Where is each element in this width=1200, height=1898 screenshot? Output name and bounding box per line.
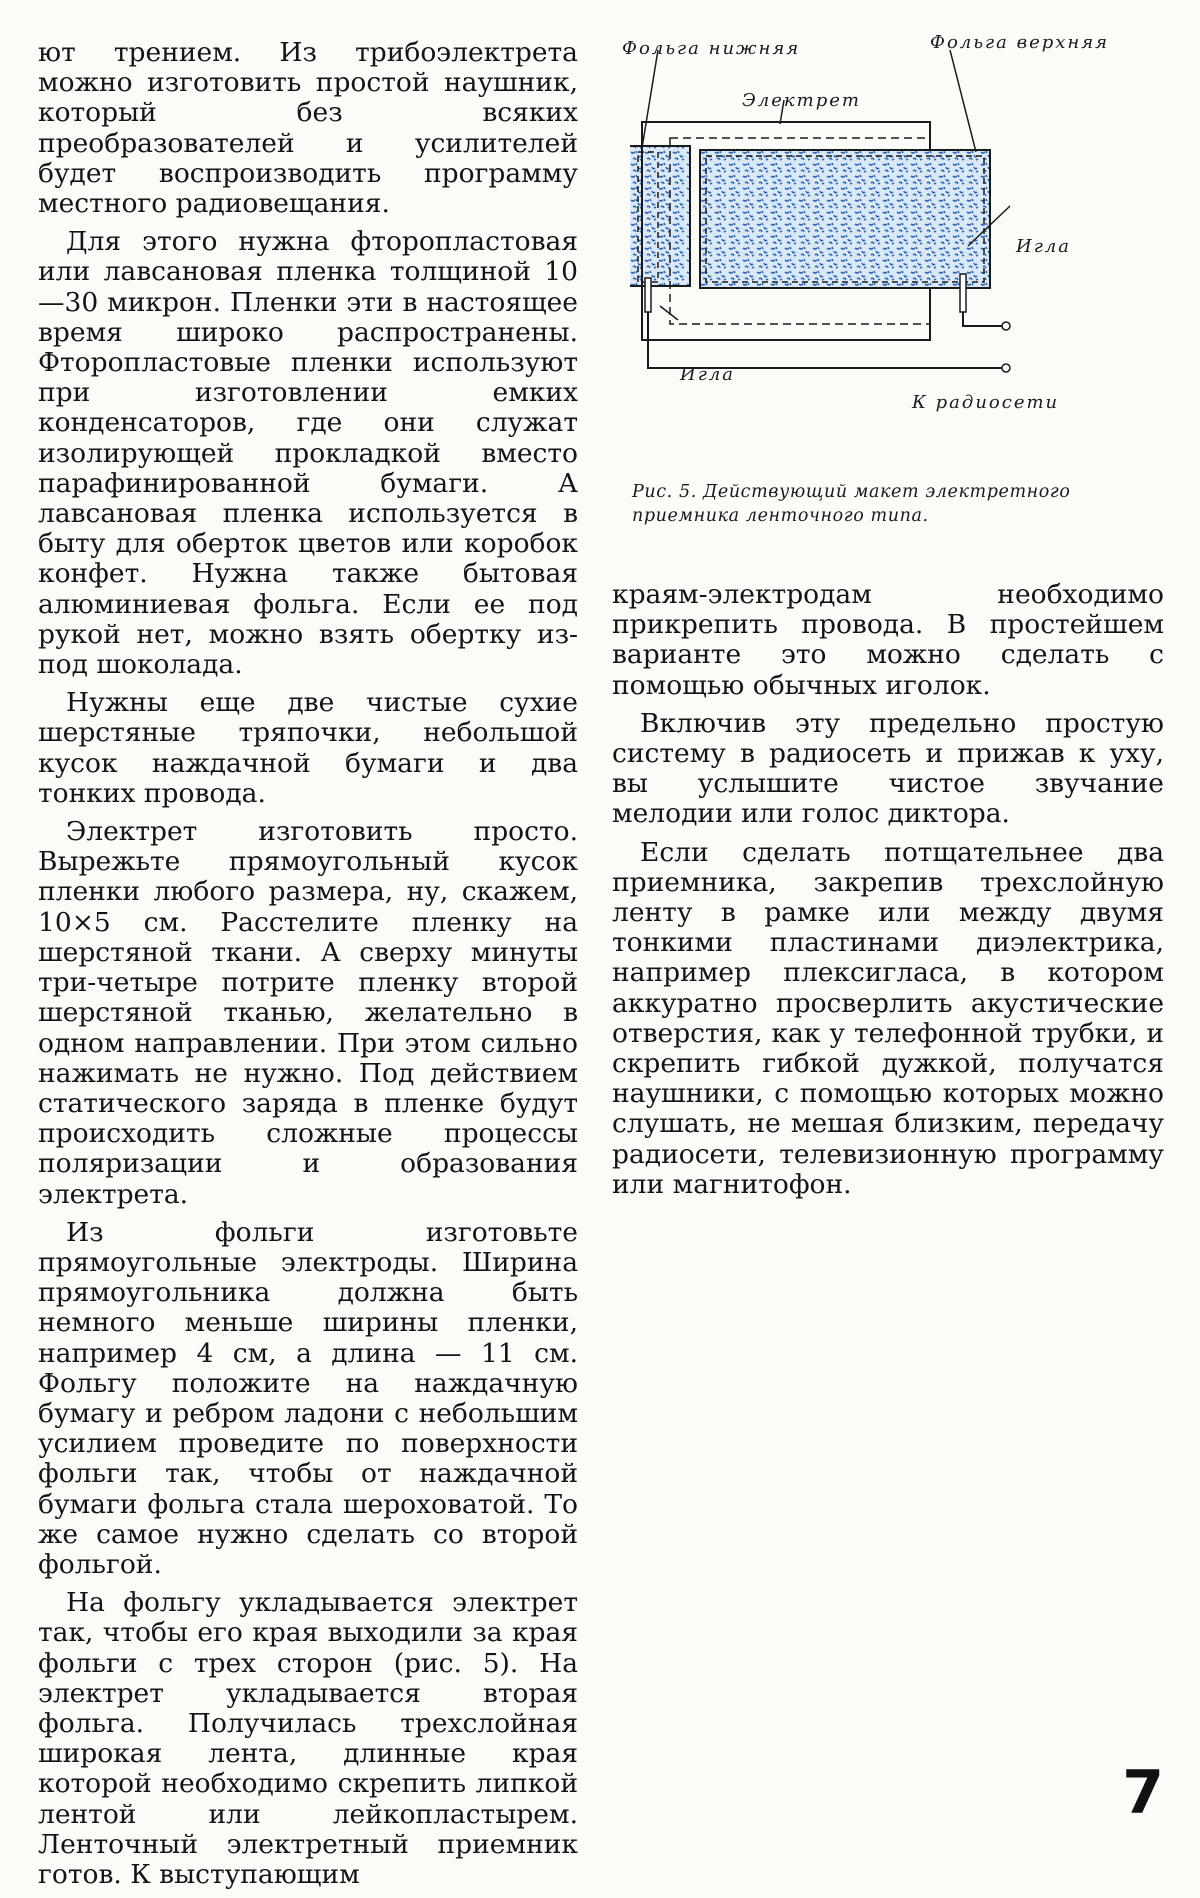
paragraph: ют трением. Из трибоэлектрета можно изготовить простой наушник, который без всяких преобразователей и усилителей будет воспроизводить программу местного радиовещания. — [38, 37, 578, 220]
electret-diagram — [630, 30, 1170, 470]
upper-foil-main — [700, 150, 990, 288]
left-text-column — [38, 38, 578, 1898]
paragraph: Из фольги изготовьте прямоугольные электроды. Ширина прямоугольника должна быть немного меньше ширины пленки, например 4 см, а длина — 11 см. Фольгу положите на наждачную бумагу и ребром ладони с небольшим усилием проведите по поверхности фольги так, чтобы от наждачной бумаги фольга стала шероховатой. То же самое нужно сделать со второй фольгой. — [38, 1216, 578, 1580]
paragraph: краям-электродам необходимо прикрепить провода. В простейшем варианте это можно сделать с помощью обычных иголок. — [612, 579, 1164, 701]
paragraph: Если сделать потщательнее два приемника, закрепив трехслойную ленту в рамке или между двумя тонкими пластинами диэлектрика, например плексигласа, в котором аккуратно просверлить акустические отверстия, как у телефонной трубки, и скрепить гибкой дужкой, получатся наушники, с помощью которых можно слушать, не мешая близким, передачу радиосети, телевизионную программу или магнитофон. — [612, 836, 1164, 1200]
paragraph: Включив эту предельно простую систему в радиосеть и прижав к уху, вы услышите чистое звучание мелодии или голос диктора. — [612, 707, 1164, 830]
right-text-column — [612, 580, 1164, 1208]
label-foil-lower: Фольга нижняя — [622, 38, 801, 59]
paragraph: На фольгу укладывается электрет так, чтобы его края выходили за края фольги с трех сторон (рис. 5). На электрет укладывается вторая фольга. Получилась трехслойная широкая лента, длинные края которой необходимо скрепить липкой лентой или лейкопластырем. Ленточный электретный приемник готов. К выступающим — [38, 1587, 578, 1890]
page-number: 7 — [1122, 1758, 1164, 1828]
terminal-left — [1002, 364, 1010, 372]
foil-upper-leader — [950, 50, 976, 152]
paragraph: Для этого нужна фторопластовая или лавсановая пленка толщиной 10—30 микрон. Пленки эти в настоящее время широко распространены. Фторопластовые пленки используют при изготовлении емких конденсаторов, где они служат изолирующей прокладкой вместо парафинированной бумаги. А лавсановая пленка используется в быту для оберток цветов или коробок конфет. Нужна также бытовая алюминиевая фольга. Если ее под рукой нет, можно взять обертку из-под шоколада. — [38, 226, 578, 681]
figure-caption: Рис. 5. Действующий макет электретного приемника ленточного типа. — [632, 482, 1071, 526]
label-electret: Электрет — [742, 90, 861, 111]
label-to-network: К радиосети — [912, 392, 1060, 413]
paragraph: Нужны еще две чистые сухие шерстяные тряпочки, небольшой кусок наждачной бумаги и два тонких провода. — [38, 687, 578, 809]
lower-foil — [630, 146, 690, 286]
terminal-right — [1002, 322, 1010, 330]
electret-receiver-figure — [622, 30, 1170, 500]
foil-lower-leader — [642, 50, 658, 148]
label-needle-right: Игла — [1016, 236, 1071, 257]
label-needle-left: Игла — [680, 364, 735, 385]
needle-left — [645, 278, 651, 312]
wire-right — [963, 312, 1002, 326]
needle-left-leader — [660, 306, 678, 320]
needle-right — [960, 274, 966, 312]
label-foil-upper: Фольга верхняя — [930, 32, 1110, 53]
paragraph: Электрет изготовить просто. Вырежьте прямоугольный кусок пленки любого размера, ну, скажем, 10×5 см. Расстелите пленку на шерстяной ткани. А сверху минуты три-четыре потрите пленку второй шерстяной тканью, желательно в одном направлении. При этом сильно нажимать не нужно. Под действием статического заряда в пленке будут происходить сложные процессы поляризации и образования электрета. — [38, 816, 578, 1210]
